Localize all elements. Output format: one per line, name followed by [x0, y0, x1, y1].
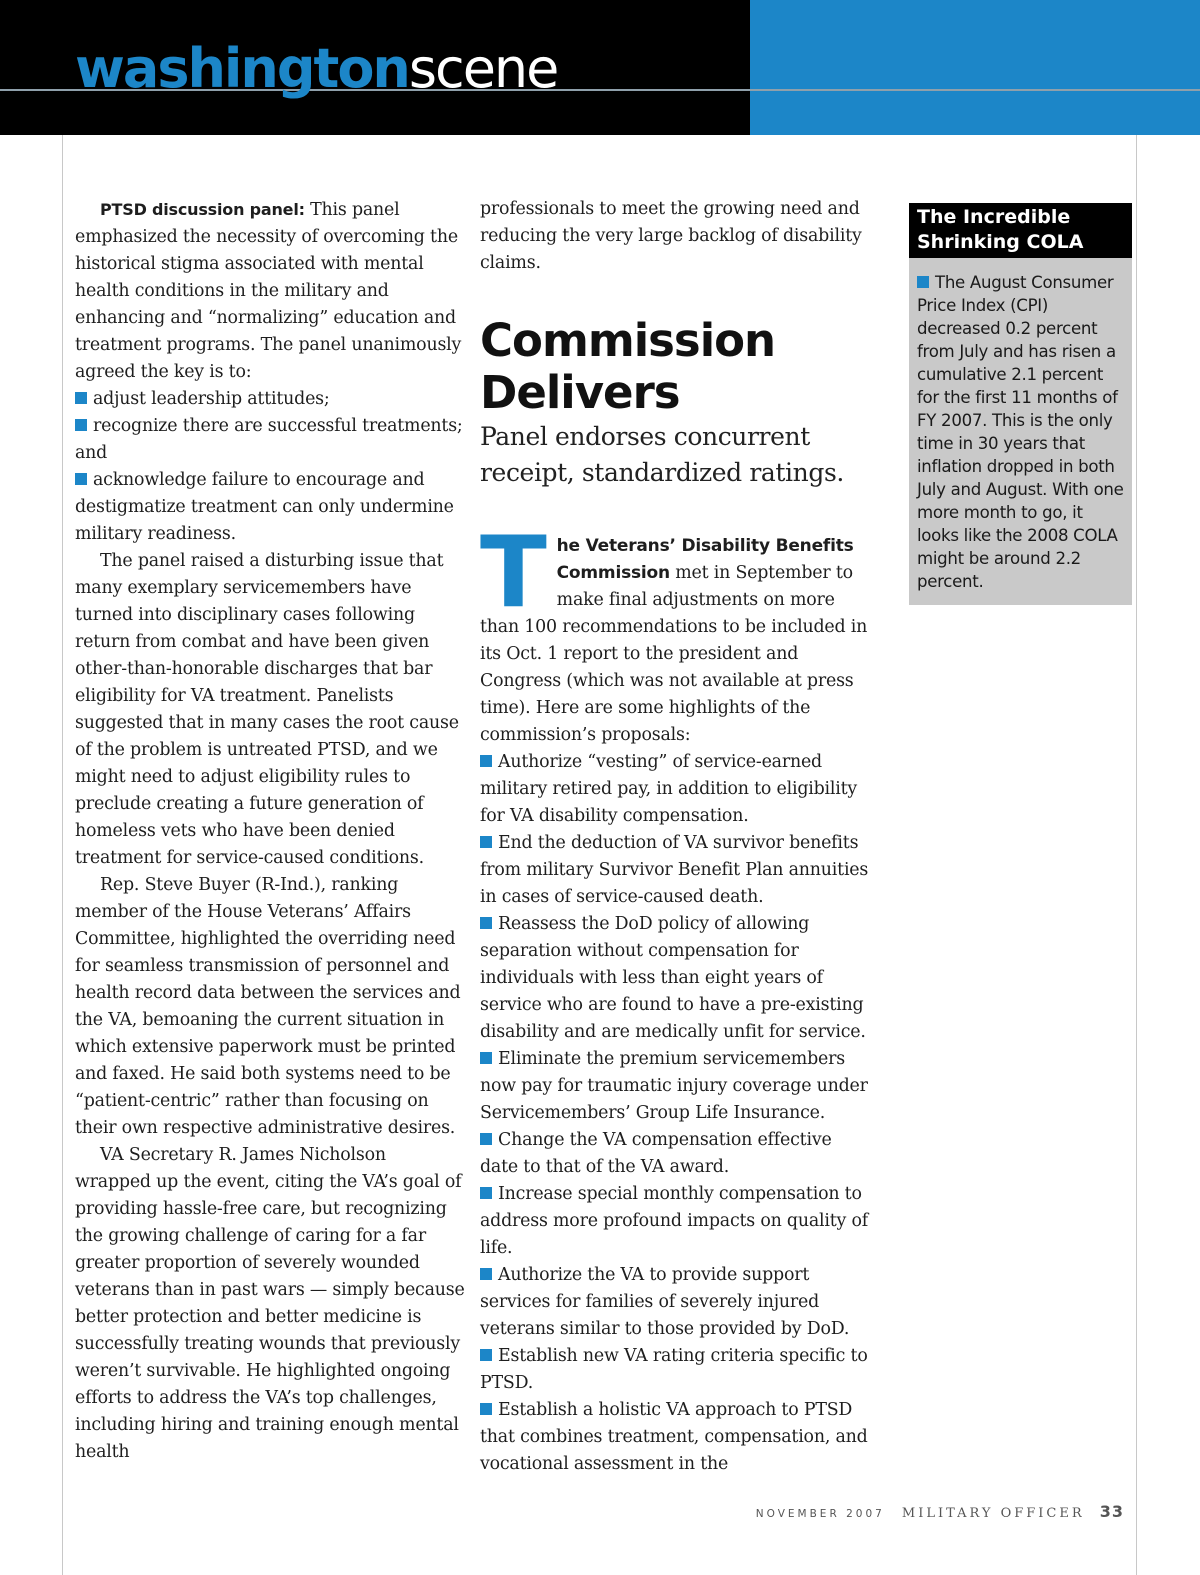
bullet-square-icon — [917, 276, 929, 288]
bullet-item — [480, 1262, 872, 1343]
bullet-item — [480, 830, 872, 911]
footer-issue-date: NOVEMBER 2007 — [755, 1508, 885, 1520]
bullet-text: Authorize “vesting” of service-earned military retired pay, in addition to eligibility for VA disability compensation. — [480, 752, 858, 826]
bullet-text: Establish new VA rating criteria specific to PTSD. — [480, 1346, 868, 1393]
paragraph: The panel raised a disturbing issue that many exemplary servicemembers have turned into disciplinary cases following return from combat and have been given other-than-honorable discharges that bar eligibility for VA treatment. Panelists suggested that in many cases the root cause of the problem is untreated PTSD, and we might need to adjust eligibility rules to preclude creating a future generation of homeless vets who have been denied treatment for service-caused conditions. — [75, 551, 459, 868]
lede-bold-text: he Veterans’ Disability Benefits Commission — [556, 536, 854, 583]
masthead-word-washington: washington — [75, 37, 409, 100]
article-column-1 — [75, 196, 467, 1466]
bullet-item — [480, 1181, 872, 1262]
bullet-item — [75, 413, 467, 467]
sidebar-body — [909, 258, 1132, 605]
paragraph: Rep. Steve Buyer (R-Ind.), ranking member of the House Veterans’ Affairs Committee, highlighted the overriding need for seamless transmission of personnel and health record data between the services and the VA, bemoaning the current situation in which extensive paperwork must be printed and faxed. He said both systems need to be “patient-centric” rather than focusing on their own respective administrative desires. — [75, 875, 461, 1138]
bullet-square-icon — [480, 755, 492, 767]
bullet-item — [480, 1397, 872, 1478]
bullet-square-icon — [75, 473, 87, 485]
page-footer — [756, 1502, 1124, 1521]
bullet-item — [480, 1127, 872, 1181]
bullet-text: Change the VA compensation effective date to that of the VA award. — [480, 1130, 832, 1177]
bullet-square-icon — [480, 1187, 492, 1199]
bullet-text: Reassess the DoD policy of allowing separation without compensation for individuals with less than eight years of service who are found to have a pre-existing disability and are medically unfit for service. — [480, 914, 866, 1042]
lede-paragraph — [480, 516, 872, 749]
footer-publication: MILITARY OFFICER — [901, 1506, 1085, 1521]
bullet-text: acknowledge failure to encourage and destigmatize treatment can only undermine military readiness. — [75, 470, 454, 544]
paragraph-text: This panel emphasized the necessity of overcoming the historical stigma associated with mental health conditions in the military and enhancing and “normalizing” education and treatment programs. The panel unanimously agreed the key is to: — [75, 200, 462, 382]
lead-label: PTSD discussion panel: — [100, 200, 305, 219]
header-accent-block — [750, 0, 1200, 135]
bullet-square-icon — [480, 1268, 492, 1280]
sidebar-text: The August Consumer Price Index (CPI) decreased 0.2 percent from July and has risen a cumulative 2.1 percent for the first 11 months of FY 2007. This is the only time in 30 years that inflation dropped in both July and August. With one more month to go, it looks like the 2008 COLA might be around 2.2 percent. — [917, 273, 1124, 591]
bullet-square-icon — [480, 1403, 492, 1415]
drop-cap: T — [480, 516, 547, 630]
sidebar-box — [909, 203, 1132, 605]
bullet-item — [480, 749, 872, 830]
bullet-square-icon — [480, 917, 492, 929]
continued-paragraph: professionals to meet the growing need and reducing the very large backlog of disability claims. — [480, 199, 862, 273]
bullet-text: End the deduction of VA survivor benefits from military Survivor Benefit Plan annuities in cases of service-caused death. — [480, 833, 869, 907]
bullet-square-icon — [480, 1133, 492, 1145]
article-deck: Panel endorses concurrent receipt, standardized ratings. — [480, 422, 844, 487]
bullet-square-icon — [480, 1349, 492, 1361]
bullet-text: adjust leadership attitudes; — [93, 389, 330, 409]
paragraph — [75, 196, 467, 386]
article-column-2 — [480, 196, 872, 1478]
bullet-item — [75, 386, 467, 413]
article-headline: Commission Delivers — [480, 314, 776, 419]
bullet-text: Increase special monthly compensation to address more profound impacts on quality of life. — [480, 1184, 868, 1258]
bullet-text: Authorize the VA to provide support services for families of severely injured veterans similar to those provided by DoD. — [480, 1265, 850, 1339]
masthead-word-scene: scene — [408, 37, 558, 100]
section-masthead — [75, 36, 557, 102]
bullet-square-icon — [480, 1052, 492, 1064]
paragraph: VA Secretary R. James Nicholson wrapped up the event, citing the VA’s goal of providing hassle-free care, but recognizing the growing challenge of caring for a far greater proportion of severely wounded veterans than in past wars — simply because better protection and better medicine is successfully treating wounds that previously weren’t survivable. He highlighted ongoing efforts to address the VA’s top challenges, including hiring and training enough mental health — [75, 1145, 465, 1462]
page-number: 33 — [1099, 1502, 1124, 1521]
bullet-square-icon — [75, 419, 87, 431]
bullet-item — [480, 911, 872, 1046]
bullet-item — [480, 1046, 872, 1127]
lede-text: met in September to make final adjustments on more than 100 recommendations to be included in its Oct. 1 report to the president and Congress (which was not available at press time). Here are some highlights of the commission’s proposals: — [480, 563, 868, 745]
sidebar-title: The Incredible Shrinking COLA — [909, 203, 1132, 258]
page-rule-right — [1136, 135, 1137, 1575]
bullet-item — [75, 467, 467, 548]
page-rule-left — [62, 135, 63, 1575]
bullet-text: recognize there are successful treatments; and — [75, 416, 463, 463]
bullet-square-icon — [480, 836, 492, 848]
bullet-item — [480, 1343, 872, 1397]
bullet-text: Establish a holistic VA approach to PTSD that combines treatment, compensation, and vocational assessment in the — [480, 1400, 868, 1474]
bullet-square-icon — [75, 392, 87, 404]
bullet-text: Eliminate the premium servicemembers now pay for traumatic injury coverage under Servicemembers’ Group Life Insurance. — [480, 1049, 868, 1123]
